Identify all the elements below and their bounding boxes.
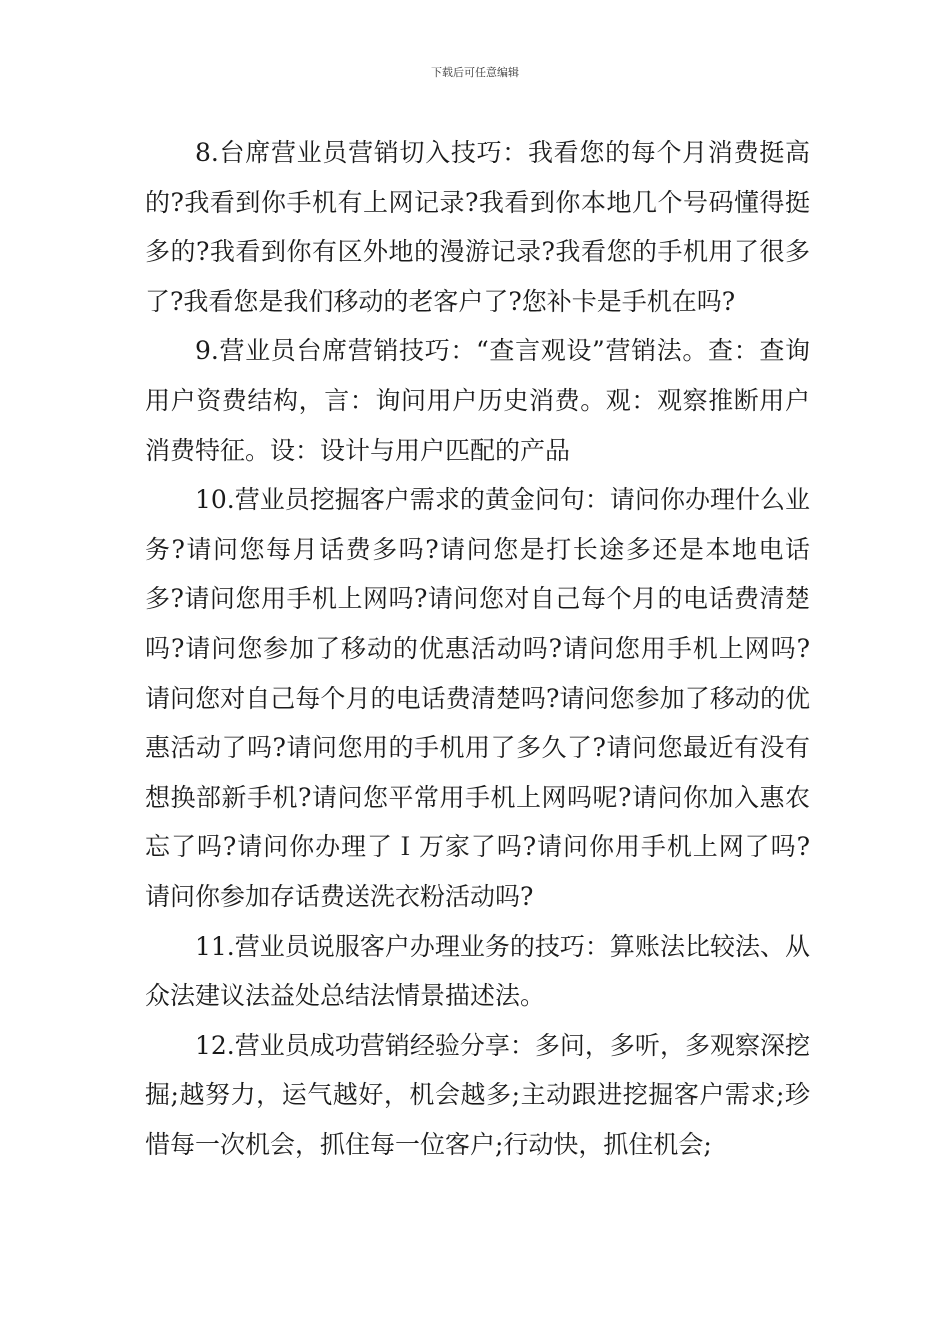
paragraph-item-9: 9.营业员台席营销技巧：“查言观设”营销法。查：查询用户资费结构，言：询问用户历史消费。观：观察推断用户消费特征。设：设计与用户匹配的产品 xyxy=(145,336,810,465)
paragraph-item-8: 8.台席营业员营销切入技巧：我看您的每个月消费挺高的?我看到你手机有上网记录?我看到你本地几个号码懂得挺多的?我看到你有区外地的漫游记录?我看您的手机用了很多了?我看您是我们移动的老客户了?您补卡是手机在吗? xyxy=(145,138,810,316)
paragraph-item-12: 12.营业员成功营销经验分享：多问，多听，多观察深挖掘;越努力，运气越好，机会越多;主动跟进挖掘客户需求;珍惜每一次机会，抓住每一位客户;行动快，抓住机会; xyxy=(145,1030,810,1159)
page-header-note: 下载后可任意编辑 xyxy=(431,66,519,79)
paragraph-item-11: 11.营业员说服客户办理业务的技巧：算账法比较法、从众法建议法益处总结法情景描述法。 xyxy=(145,931,810,1011)
paragraph-item-10: 10.营业员挖掘客户需求的黄金问句：请问你办理什么业务?请问您每月话费多吗?请问您是打长途多还是本地电话多?请问您用手机上网吗?请问您对自己每个月的电话费清楚吗?请问您参加了移动的优惠活动吗?请问您用手机上网吗?请问您对自己每个月的电话费清楚吗?请问您参加了移动的优惠活动了吗?请问您用的手机用了多久了?请问您最近有没有想换部新手机?请问您平常用手机上网吗呢?请问你加入惠农忘了吗?请问你办理了Ｉ万家了吗?请问你用手机上网了吗?请问你参加存话费送洗衣粉活动吗? xyxy=(145,485,810,911)
document-body xyxy=(145,128,810,1169)
